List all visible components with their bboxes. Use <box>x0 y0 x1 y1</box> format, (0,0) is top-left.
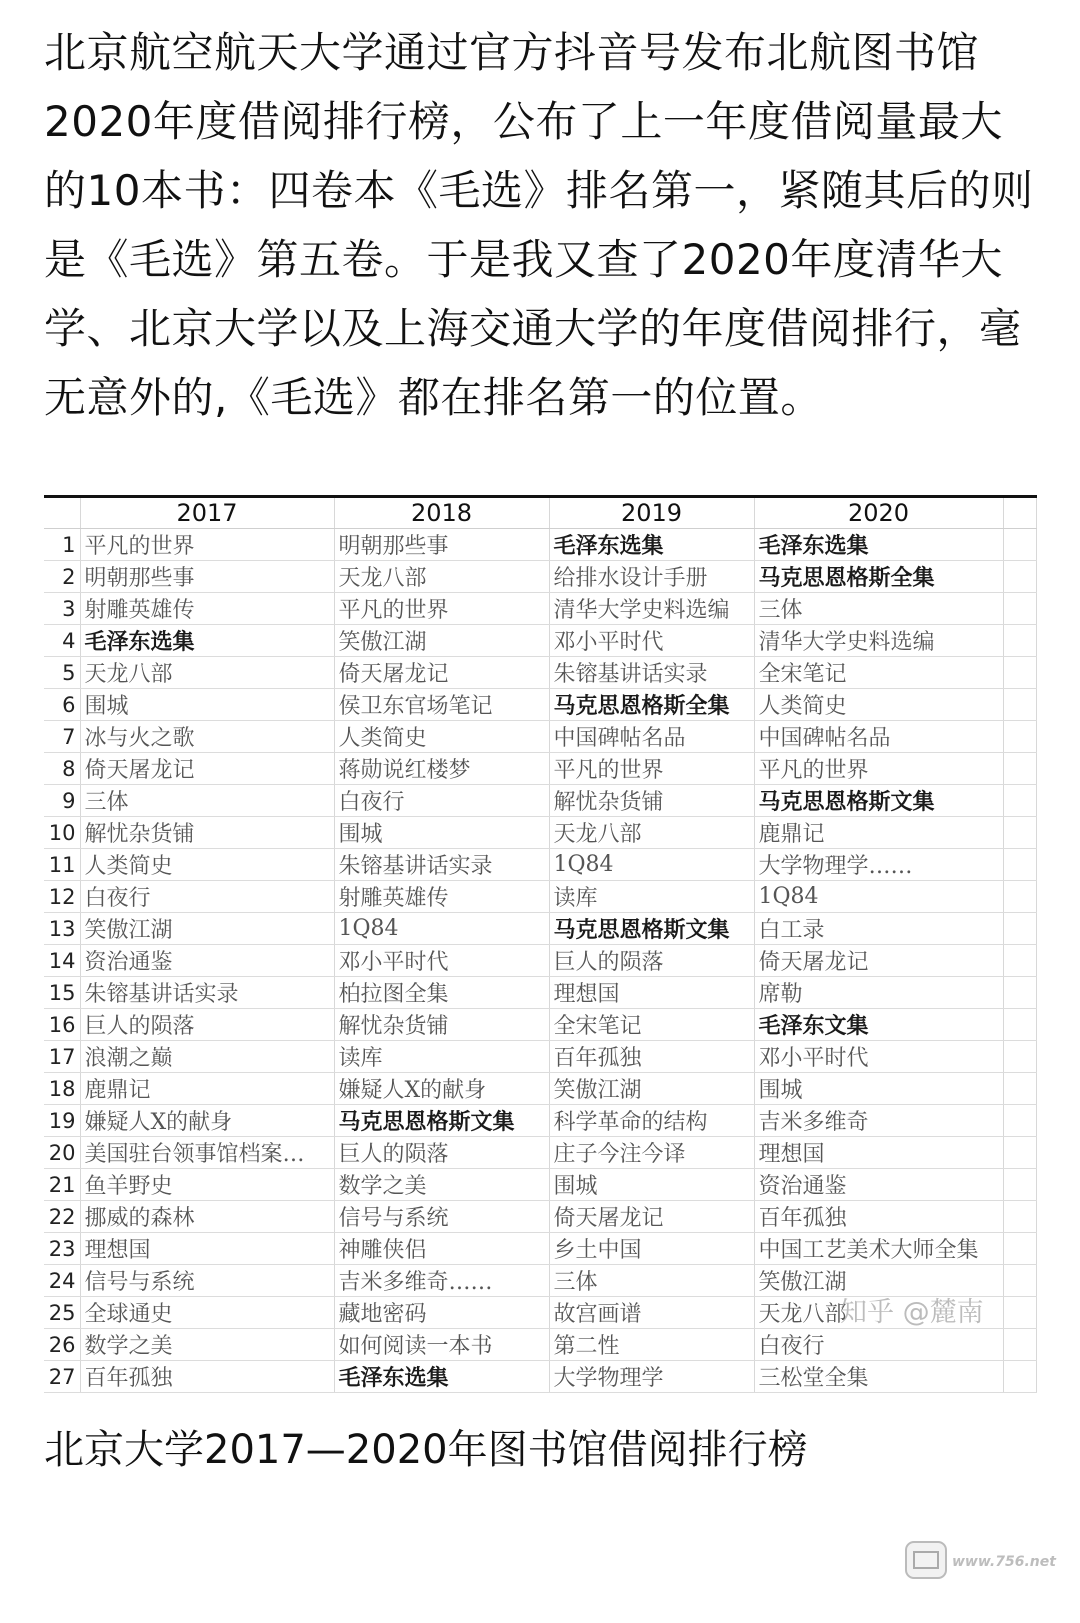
rank-number: 25 <box>44 1297 80 1329</box>
table-row <box>44 1041 1036 1073</box>
book-title-2020: 白夜行 <box>754 1329 1003 1361</box>
rank-number: 14 <box>44 945 80 977</box>
book-title-2019: 百年孤独 <box>549 1041 754 1073</box>
table-row <box>44 1137 1036 1169</box>
table-row <box>44 881 1036 913</box>
rank-number: 8 <box>44 753 80 785</box>
table-row <box>44 945 1036 977</box>
book-title-2020: 天龙八部 <box>754 1297 1003 1329</box>
rank-number: 2 <box>44 561 80 593</box>
intro-paragraph: 北京航空航天大学通过官方抖音号发布北航图书馆2020年度借阅排行榜，公布了上一年度借阅量最大的10本书：四卷本《毛选》排名第一，紧随其后的则是《毛选》第五卷。于是我又查了2020年度清华大学、北京大学以及上海交通大学的年度借阅排行，毫无意外的,《毛选》都在排名第一的位置。 <box>44 28 1034 422</box>
book-title-2017: 数学之美 <box>80 1329 334 1361</box>
row-pad-cell <box>1003 1105 1036 1137</box>
row-pad-cell <box>1003 625 1036 657</box>
table-row <box>44 977 1036 1009</box>
book-title-2019: 读库 <box>549 881 754 913</box>
row-pad-cell <box>1003 817 1036 849</box>
book-title-2017: 天龙八部 <box>80 657 334 689</box>
book-title-2018: 如何阅读一本书 <box>334 1329 549 1361</box>
row-pad-cell <box>1003 529 1036 561</box>
rank-number: 20 <box>44 1137 80 1169</box>
book-title-2020: 清华大学史料选编 <box>754 625 1003 657</box>
book-title-2018: 朱镕基讲话实录 <box>334 849 549 881</box>
rank-number: 18 <box>44 1073 80 1105</box>
table-row <box>44 849 1036 881</box>
row-pad-cell <box>1003 945 1036 977</box>
book-title-2018: 读库 <box>334 1041 549 1073</box>
book-title-2018: 蒋勋说红楼梦 <box>334 753 549 785</box>
rank-number: 16 <box>44 1009 80 1041</box>
book-title-2020: 笑傲江湖 <box>754 1265 1003 1297</box>
table-row <box>44 1201 1036 1233</box>
book-title-2020: 中国碑帖名品 <box>754 721 1003 753</box>
book-title-2017: 理想国 <box>80 1233 334 1265</box>
row-pad-cell <box>1003 721 1036 753</box>
book-title-2017: 射雕英雄传 <box>80 593 334 625</box>
book-title-2017: 资治通鉴 <box>80 945 334 977</box>
book-title-2018: 笑傲江湖 <box>334 625 549 657</box>
book-title-2017: 全球通史 <box>80 1297 334 1329</box>
book-title-2017: 明朝那些事 <box>80 561 334 593</box>
book-title-2020: 百年孤独 <box>754 1201 1003 1233</box>
book-title-2017: 三体 <box>80 785 334 817</box>
book-title-2017: 挪威的森林 <box>80 1201 334 1233</box>
book-title-2020: 理想国 <box>754 1137 1003 1169</box>
rank-number: 15 <box>44 977 80 1009</box>
book-title-2018: 射雕英雄传 <box>334 881 549 913</box>
rank-number: 19 <box>44 1105 80 1137</box>
row-pad-cell <box>1003 593 1036 625</box>
book-title-2019: 倚天屠龙记 <box>549 1201 754 1233</box>
book-title-2020: 毛泽东选集 <box>754 529 1003 561</box>
rank-number: 26 <box>44 1329 80 1361</box>
row-pad-cell <box>1003 849 1036 881</box>
row-pad-cell <box>1003 1233 1036 1265</box>
row-pad-cell <box>1003 785 1036 817</box>
book-title-2018: 数学之美 <box>334 1169 549 1201</box>
book-title-2020: 围城 <box>754 1073 1003 1105</box>
book-title-2018: 邓小平时代 <box>334 945 549 977</box>
row-pad-cell <box>1003 1009 1036 1041</box>
book-title-2020: 全宋笔记 <box>754 657 1003 689</box>
table-row <box>44 913 1036 945</box>
book-title-2020: 马克思恩格斯文集 <box>754 785 1003 817</box>
rank-number: 17 <box>44 1041 80 1073</box>
rank-number: 22 <box>44 1201 80 1233</box>
book-title-2017: 平凡的世界 <box>80 529 334 561</box>
site-logo-icon <box>904 1530 1074 1590</box>
book-title-2018: 1Q84 <box>334 913 549 945</box>
table-row <box>44 657 1036 689</box>
book-title-2019: 大学物理学 <box>549 1361 754 1393</box>
book-title-2019: 朱镕基讲话实录 <box>549 657 754 689</box>
table-row <box>44 1105 1036 1137</box>
book-title-2019: 巨人的陨落 <box>549 945 754 977</box>
book-title-2019: 中国碑帖名品 <box>549 721 754 753</box>
rank-number: 7 <box>44 721 80 753</box>
book-title-2017: 解忧杂货铺 <box>80 817 334 849</box>
book-title-2020: 1Q84 <box>754 881 1003 913</box>
rank-number: 24 <box>44 1265 80 1297</box>
table-row <box>44 1009 1036 1041</box>
row-pad-cell <box>1003 881 1036 913</box>
header-2019: 2019 <box>549 497 754 529</box>
book-title-2019: 第二性 <box>549 1329 754 1361</box>
book-title-2020: 三体 <box>754 593 1003 625</box>
row-pad-cell <box>1003 977 1036 1009</box>
table-row <box>44 593 1036 625</box>
rank-number: 1 <box>44 529 80 561</box>
table-row <box>44 1169 1036 1201</box>
rank-number: 3 <box>44 593 80 625</box>
header-2017: 2017 <box>80 497 334 529</box>
row-pad-cell <box>1003 1265 1036 1297</box>
book-title-2019: 围城 <box>549 1169 754 1201</box>
row-pad-cell <box>1003 657 1036 689</box>
book-title-2018: 柏拉图全集 <box>334 977 549 1009</box>
row-pad-cell <box>1003 913 1036 945</box>
rank-number: 23 <box>44 1233 80 1265</box>
book-title-2019: 理想国 <box>549 977 754 1009</box>
ranking-table-image <box>44 495 1036 1393</box>
book-title-2017: 白夜行 <box>80 881 334 913</box>
book-title-2017: 信号与系统 <box>80 1265 334 1297</box>
row-pad-cell <box>1003 561 1036 593</box>
book-title-2017: 美国驻台领事馆档案… <box>80 1137 334 1169</box>
book-title-2020: 中国工艺美术大师全集 <box>754 1233 1003 1265</box>
book-title-2017: 嫌疑人X的献身 <box>80 1105 334 1137</box>
book-title-2017: 朱镕基讲话实录 <box>80 977 334 1009</box>
book-title-2018: 毛泽东选集 <box>334 1361 549 1393</box>
table-row <box>44 529 1036 561</box>
book-title-2017: 毛泽东选集 <box>80 625 334 657</box>
book-title-2018: 神雕侠侣 <box>334 1233 549 1265</box>
table-row <box>44 785 1036 817</box>
book-title-2019: 故宫画谱 <box>549 1297 754 1329</box>
book-title-2020: 人类简史 <box>754 689 1003 721</box>
rank-number: 13 <box>44 913 80 945</box>
book-title-2018: 天龙八部 <box>334 561 549 593</box>
book-title-2018: 围城 <box>334 817 549 849</box>
book-title-2020: 鹿鼎记 <box>754 817 1003 849</box>
book-title-2019: 庄子今注今译 <box>549 1137 754 1169</box>
table-row <box>44 689 1036 721</box>
book-title-2017: 巨人的陨落 <box>80 1009 334 1041</box>
table-row <box>44 561 1036 593</box>
book-title-2018: 侯卫东官场笔记 <box>334 689 549 721</box>
table-header-row <box>44 497 1036 529</box>
book-title-2019: 邓小平时代 <box>549 625 754 657</box>
table-row <box>44 1329 1036 1361</box>
book-title-2018: 人类简史 <box>334 721 549 753</box>
book-title-2019: 解忧杂货铺 <box>549 785 754 817</box>
row-pad-cell <box>1003 1297 1036 1329</box>
table-body <box>44 529 1036 1393</box>
book-title-2017: 百年孤独 <box>80 1361 334 1393</box>
header-2018: 2018 <box>334 497 549 529</box>
book-title-2019: 马克思恩格斯全集 <box>549 689 754 721</box>
table-row <box>44 753 1036 785</box>
table-row <box>44 625 1036 657</box>
rank-number: 6 <box>44 689 80 721</box>
table-row <box>44 817 1036 849</box>
book-title-2018: 倚天屠龙记 <box>334 657 549 689</box>
book-title-2018: 巨人的陨落 <box>334 1137 549 1169</box>
book-title-2019: 天龙八部 <box>549 817 754 849</box>
book-title-2019: 毛泽东选集 <box>549 529 754 561</box>
row-pad-cell <box>1003 1041 1036 1073</box>
book-title-2017: 笑傲江湖 <box>80 913 334 945</box>
book-title-2017: 冰与火之歌 <box>80 721 334 753</box>
book-title-2018: 明朝那些事 <box>334 529 549 561</box>
book-title-2018: 藏地密码 <box>334 1297 549 1329</box>
book-title-2020: 马克思恩格斯全集 <box>754 561 1003 593</box>
row-pad-cell <box>1003 689 1036 721</box>
book-title-2019: 给排水设计手册 <box>549 561 754 593</box>
table-caption: 北京大学2017—2020年图书馆借阅排行榜 <box>44 1427 808 1473</box>
book-title-2017: 围城 <box>80 689 334 721</box>
row-pad-cell <box>1003 1201 1036 1233</box>
book-title-2019: 全宋笔记 <box>549 1009 754 1041</box>
book-title-2020: 平凡的世界 <box>754 753 1003 785</box>
row-pad-cell <box>1003 1073 1036 1105</box>
rank-number: 4 <box>44 625 80 657</box>
book-title-2020: 白工录 <box>754 913 1003 945</box>
site-logo-text: www.756.net <box>952 1554 1056 1570</box>
book-title-2020: 邓小平时代 <box>754 1041 1003 1073</box>
book-title-2018: 解忧杂货铺 <box>334 1009 549 1041</box>
book-title-2019: 清华大学史料选编 <box>549 593 754 625</box>
book-title-2019: 乡土中国 <box>549 1233 754 1265</box>
book-title-2017: 人类简史 <box>80 849 334 881</box>
table-row <box>44 721 1036 753</box>
zhihu-watermark: 知乎 @麓南 <box>840 1297 984 1328</box>
book-title-2018: 平凡的世界 <box>334 593 549 625</box>
book-title-2019: 科学革命的结构 <box>549 1105 754 1137</box>
book-title-2020: 三松堂全集 <box>754 1361 1003 1393</box>
book-title-2020: 席勒 <box>754 977 1003 1009</box>
row-pad-cell <box>1003 1169 1036 1201</box>
rank-number: 5 <box>44 657 80 689</box>
table-row <box>44 1233 1036 1265</box>
book-title-2019: 笑傲江湖 <box>549 1073 754 1105</box>
rank-number: 21 <box>44 1169 80 1201</box>
rank-number: 11 <box>44 849 80 881</box>
row-pad-cell <box>1003 1137 1036 1169</box>
book-title-2019: 马克思恩格斯文集 <box>549 913 754 945</box>
book-title-2017: 倚天屠龙记 <box>80 753 334 785</box>
header-2020: 2020 <box>754 497 1003 529</box>
book-title-2020: 资治通鉴 <box>754 1169 1003 1201</box>
rank-number: 27 <box>44 1361 80 1393</box>
rank-number: 10 <box>44 817 80 849</box>
book-title-2019: 三体 <box>549 1265 754 1297</box>
table-row <box>44 1073 1036 1105</box>
header-rank <box>44 497 80 529</box>
rank-number: 9 <box>44 785 80 817</box>
book-title-2020: 大学物理学…… <box>754 849 1003 881</box>
book-title-2020: 倚天屠龙记 <box>754 945 1003 977</box>
book-title-2017: 鱼羊野史 <box>80 1169 334 1201</box>
book-title-2017: 浪潮之巅 <box>80 1041 334 1073</box>
header-pad <box>1003 497 1036 529</box>
book-title-2018: 信号与系统 <box>334 1201 549 1233</box>
book-title-2020: 毛泽东文集 <box>754 1009 1003 1041</box>
book-title-2020: 吉米多维奇 <box>754 1105 1003 1137</box>
book-title-2019: 1Q84 <box>549 849 754 881</box>
rank-number: 12 <box>44 881 80 913</box>
book-title-2018: 白夜行 <box>334 785 549 817</box>
book-title-2018: 吉米多维奇…… <box>334 1265 549 1297</box>
book-title-2018: 嫌疑人X的献身 <box>334 1073 549 1105</box>
book-title-2017: 鹿鼎记 <box>80 1073 334 1105</box>
book-title-2018: 马克思恩格斯文集 <box>334 1105 549 1137</box>
book-title-2019: 平凡的世界 <box>549 753 754 785</box>
ranking-table <box>44 495 1037 1393</box>
row-pad-cell <box>1003 753 1036 785</box>
row-pad-cell <box>1003 1361 1036 1393</box>
row-pad-cell <box>1003 1329 1036 1361</box>
table-row <box>44 1361 1036 1393</box>
